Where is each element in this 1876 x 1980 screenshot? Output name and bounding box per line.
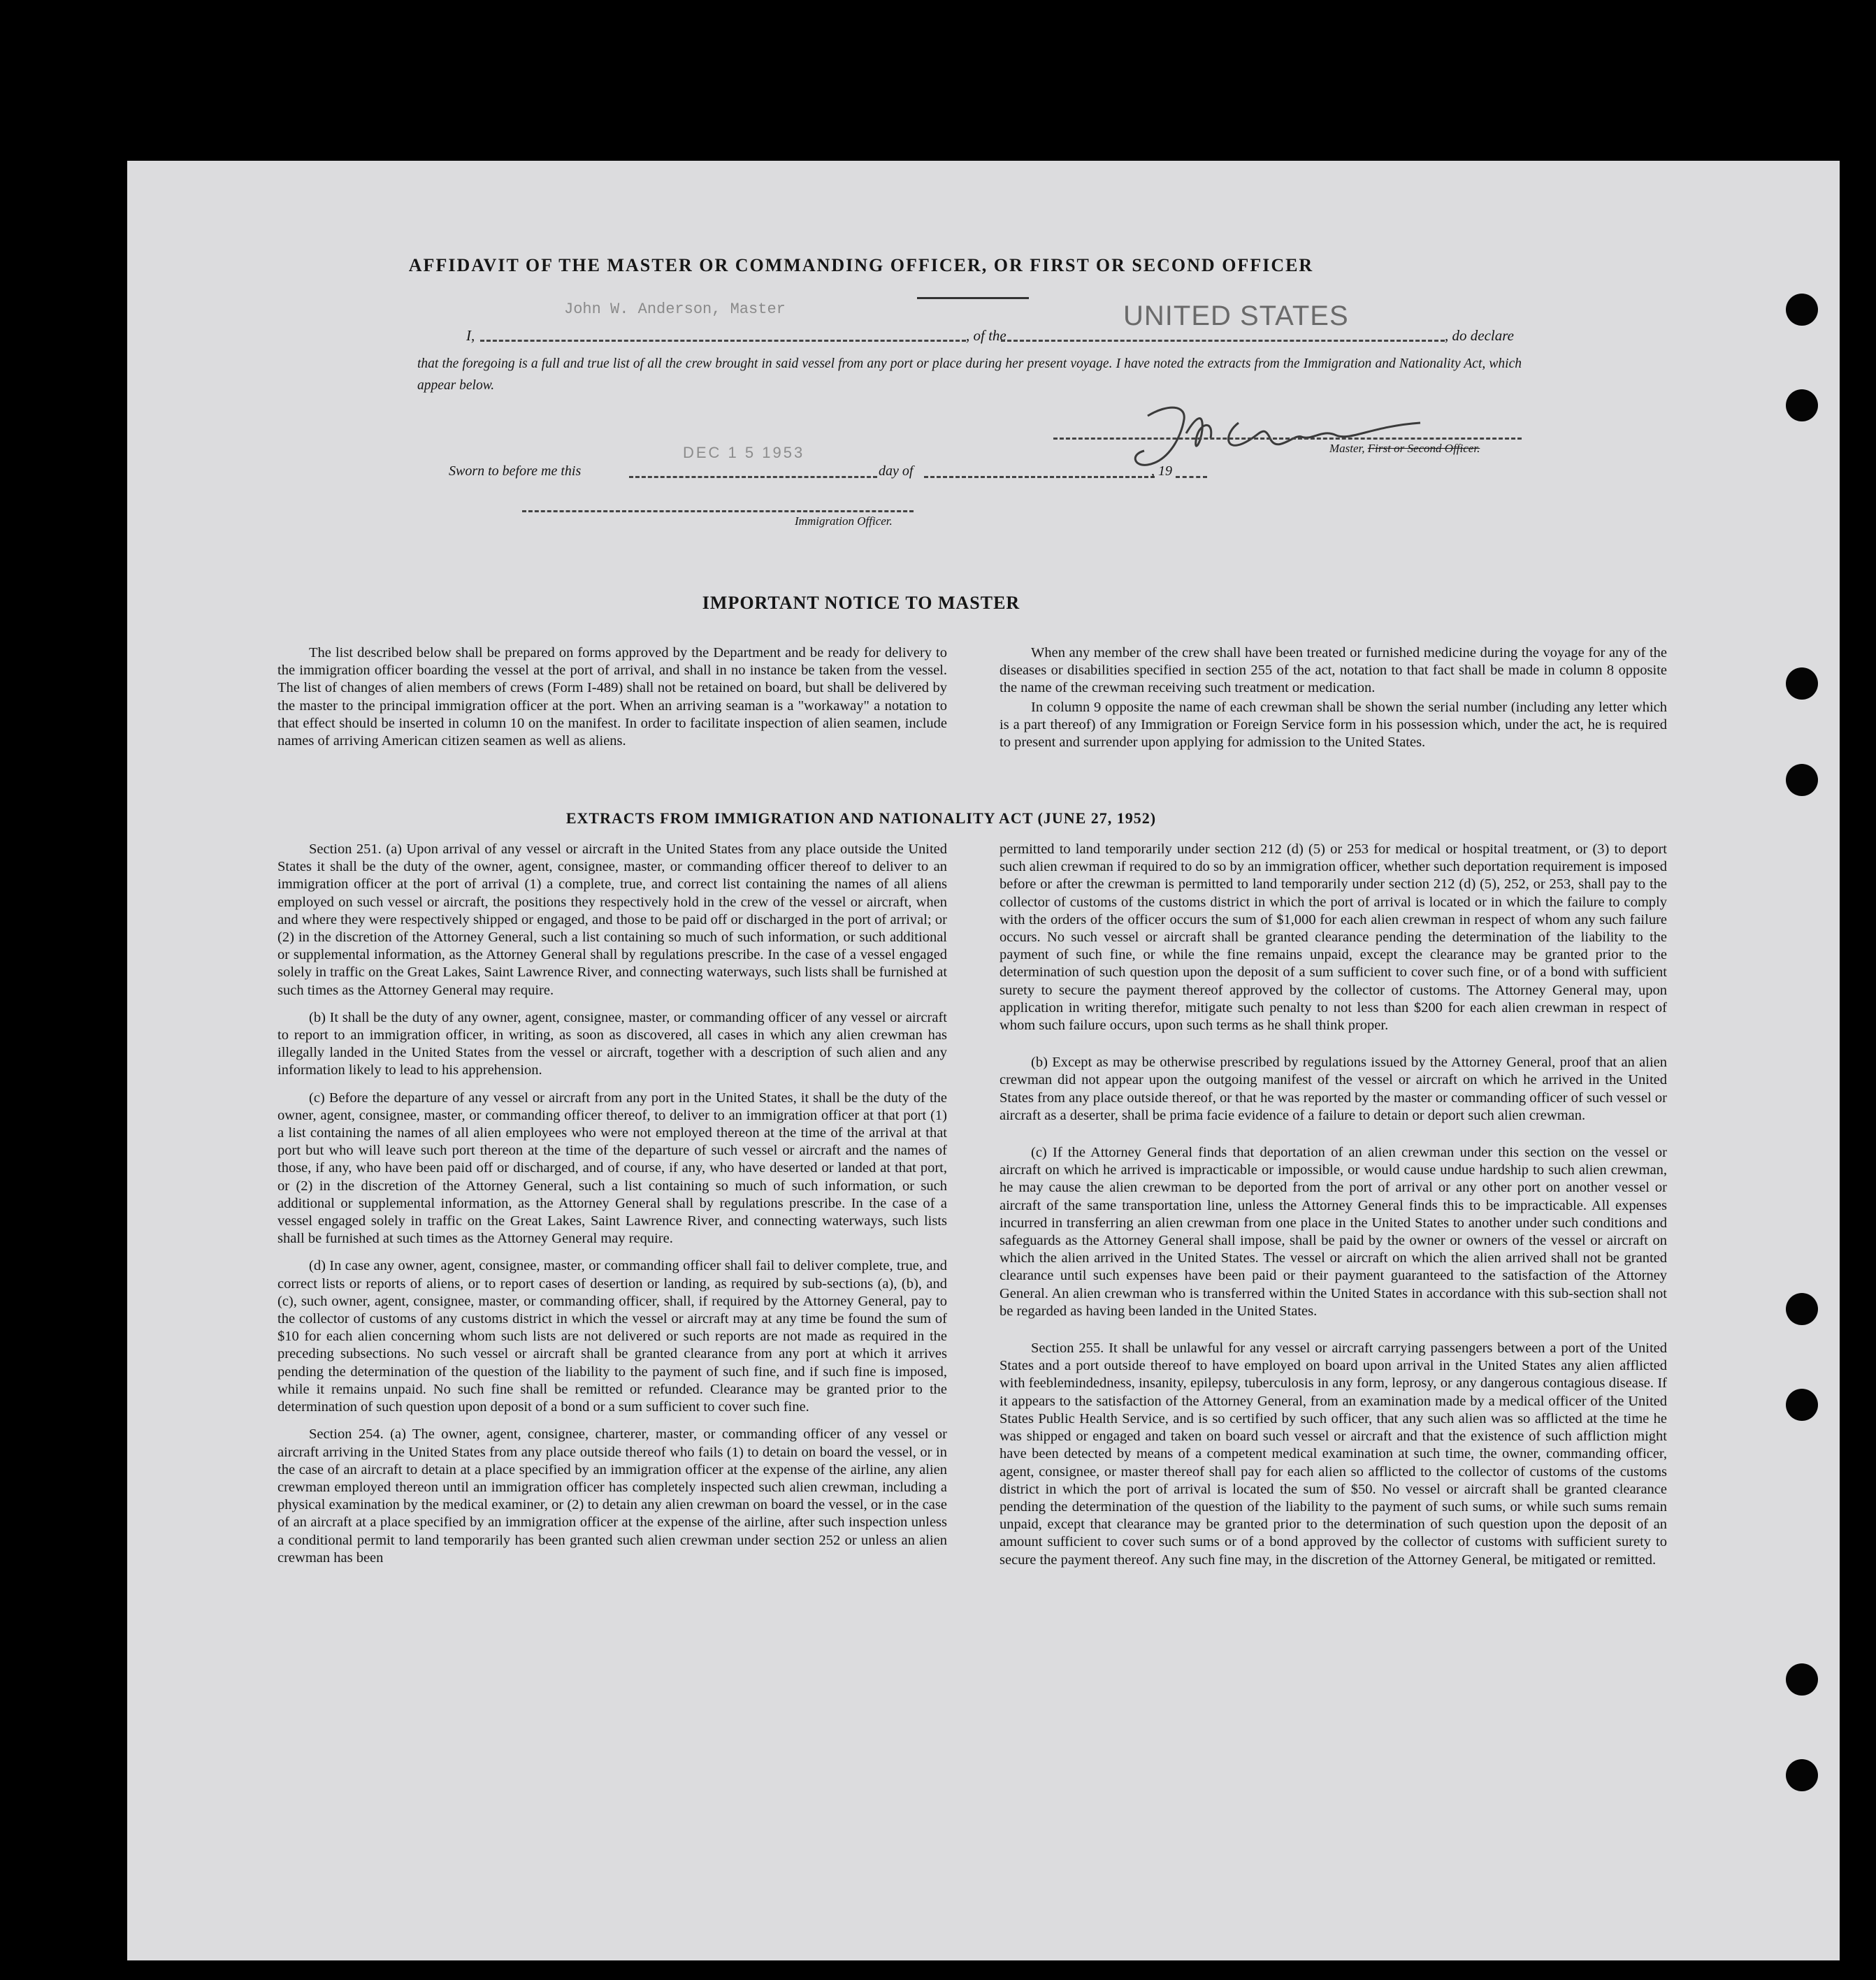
sworn-label: Sworn to before me this <box>449 463 582 479</box>
signature-caption <box>1329 442 1480 456</box>
vessel-name-line <box>1001 340 1445 342</box>
notice-title: IMPORTANT NOTICE TO MASTER <box>702 593 1020 613</box>
immigration-officer-label: Immigration Officer. <box>795 514 893 528</box>
declaration-text: that the foregoing is a full and true list of all the crew brought in said vessel from any port or place during her present voyage. I have noted the extracts from the Immigration and Nationality Act, which appear below. <box>417 356 1522 393</box>
title-rule <box>917 297 1029 299</box>
day-of-label: day of <box>879 463 914 479</box>
punch-hole <box>1786 294 1818 326</box>
notice-right-paragraph-2: In column 9 opposite the name of each crewman shall be shown the serial number (including any letter which is a part thereof) of any Immigration or Foreign Service form in his possession which, under the act, he is required to present and surrender upon applying for admission to the United States. <box>1000 699 1667 751</box>
year-label: , 19 <box>1151 463 1172 479</box>
sworn-month-line <box>924 476 1155 478</box>
section-255: Section 255. It shall be unlawful for any vessel or aircraft carrying passengers between a port of the United States and a port outside thereof to have employed on board upon arrival in the United States any alien afflicted with feeblemindedness, insanity, epilepsy, tuberculosis in any form, leprosy, or any dangerous contagious disease. If it appears to the satisfaction of the Attorney General, from an examination made by a medical officer of the United States Public Health Service, and is so certified by such officer, that any such alien was so afflicted at the time he was shipped or engaged and taken on board such vessel or aircraft and that the existence of such affliction might have been detected by means of a competent medical examination at such time, the owner, commanding officer, agent, consignee, or master thereof shall pay for each alien so afflicted to the collector of customs of the customs district in which the port of arrival is located the sum of $50. No vessel or aircraft shall be granted clearance pending the determination of the question of the liability to the payment of such sums, or while such sums remain unpaid, except that clearance may be granted prior to the determination of such question upon the deposit of an amount sufficient to cover such sums or of a bond approved by the collector of customs with sufficient surety to secure the payment thereof. Any such fine may, in the discretion of the Attorney General, be mitigated or remitted. <box>1000 1341 1667 1568</box>
master-name-line <box>480 340 966 342</box>
i-label: I, <box>466 327 475 344</box>
date-stamp: DEC 1 5 1953 <box>683 444 805 461</box>
extracts-right-column <box>1000 841 1667 1579</box>
punch-hole <box>1786 764 1818 796</box>
do-declare-label: , do declare <box>1445 327 1514 344</box>
punch-hole <box>1786 389 1818 421</box>
vessel-name-stamp: UNITED STATES <box>1123 301 1349 331</box>
section-251-a: Section 251. (a) Upon arrival of any vessel or aircraft in the United States from any place outside the United States it shall be the duty of the owner, agent, consignee, master, or commanding officer thereof to deliver to an immigration officer at the port of arrival (1) a complete, true, and correct list containing the names of all aliens employed on such vessel or aircraft, the positions they respectively hold in the crew of the vessel or aircraft, when and where they were respectively shipped or engaged, and those to be paid off or discharged in the port of arrival; or (2) in the discretion of the Attorney General, such a list containing so much of such information, or such additional or supplemental information, as the Attorney General shall by regulations prescribe. In the case of a vessel engaged solely in traffic on the Great Lakes, Saint Lawrence River, and connecting waterways, such lists shall be furnished at such times as the Attorney General may require. <box>277 841 948 998</box>
caption-master: Master, <box>1329 442 1365 455</box>
punch-hole <box>1786 1759 1818 1791</box>
year-line <box>1176 476 1207 478</box>
typed-master-name: John W. Anderson, Master <box>564 301 786 318</box>
section-251-c: (c) Before the departure of any vessel or aircraft from any port in the United States, it shall be the duty of the owner, agent, consignee, master, or commanding officer thereof, to deliver to an immigration officer at that port (1) a list containing the names of all alien employees who were not employed thereon at the time of the arrival at that port but who will leave such port thereon at the time of the departure of such vessel or aircraft and the names of those, if any, who have been paid off or discharged, and of course, if any, who have deserted or landed at that port, or (2) in the discretion of the Attorney General, such a list containing so much of such information, or such additional or supplemental information, as the Attorney General shall by regulations prescribe. In the case of a vessel engaged solely in traffic on the Great Lakes, Saint Lawrence River, and connecting waterways, such lists shall be furnished at such times as the Attorney General may require. <box>277 1090 947 1247</box>
section-254-a-continued: permitted to land temporarily under section 212 (d) (5) or 253 for medical or hospital treatment, or (3) to deport such alien crewman if required to do so by an immigration officer, whether such deportation requirement is imposed before or after the crewman is permitted to land temporarily under section 212 (d) (5), 252, or 253, shall pay to the collector of customs of the customs district in which the port of arrival is located or in which the failure to comply with the orders of the officer occurs the sum of $1,000 for each alien crewman in respect of whom any such failure occurs. No such vessel or aircraft shall be granted clearance pending the determination of the liability to the payment of such fine, or while the fine remains unpaid, except the clearance may be granted prior to the determination of such question upon the deposit of a sum sufficient to cover such fine, or of a bond with sufficient surety to secure the payment thereof approved by the collector of customs. The Attorney General may, upon application in writing therefor, mitigate such penalty to not less than $200 for each alien crewman in respect of whom such failure occurs, upon such terms as he shall think proper. <box>1000 841 1667 1034</box>
of-the-label: , of the <box>966 327 1006 344</box>
affidavit-title: AFFIDAVIT OF THE MASTER OR COMMANDING OFFICER, OR FIRST OR SECOND OFFICER <box>408 255 1314 275</box>
punch-hole <box>1786 1389 1818 1421</box>
punch-hole <box>1786 1663 1818 1696</box>
section-254-c: (c) If the Attorney General finds that deportation of an alien crewman under this section on the vessel or aircraft on which he arrived is impracticable or impossible, or would cause undue hardship to such alien crewman, he may cause the alien crewman to be deported from the port of arrival or any other port on another vessel or aircraft of the same transportation line, unless the Attorney General finds this to be impracticable. All expenses incurred in transferring an alien crewman from one place in the United States to another under such conditions and safeguards as the Attorney General shall impose, shall be paid by the owner or owners of the vessel or aircraft on which the alien arrived in the United States. The vessel or aircraft on which the alien arrived shall not be granted clearance until such expenses have been paid or their payment guaranteed to the satisfaction of the Attorney General. An alien crewman who is transferred within the United States in accordance with this sub-section shall not be regarded as having been landed in the United States. <box>1000 1145 1667 1319</box>
notice-right-paragraph-1: When any member of the crew shall have been treated or furnished medicine during the voyage for any of the diseases or disabilities specified in section 255 of the act, notation to that fact shall be made in column 8 opposite the name of the crewman receiving such treatment or medication. <box>1000 645 1667 696</box>
notice-right-column <box>1000 644 1667 761</box>
section-254-a: Section 254. (a) The owner, agent, consignee, charterer, master, or commanding officer of any vessel or aircraft arriving in the United States from any place outside thereof who fails (1) to detain on board the vessel, or in the case of an aircraft to detain at a place specified by an immigration officer at the expense of the airline, any alien crewman employed thereon until an immigration officer has completely inspected such alien crewman, including a physical examination by the medical examiner, or (2) to detain any alien crewman on board the vessel, or in the case of an aircraft at a place specified by an immigration officer at the expense of the airline, after such inspection unless a conditional permit to land temporarily has been granted such alien crewman under section 252 or unless an alien crewman has been <box>277 1426 947 1566</box>
sworn-day-line <box>629 476 877 478</box>
document-page <box>127 161 1840 1960</box>
immigration-officer-line <box>522 510 914 512</box>
punch-hole <box>1786 1293 1818 1325</box>
section-254-b: (b) Except as may be otherwise prescribed by regulations issued by the Attorney General, proof that an alien crewman did not appear upon the outgoing manifest of the vessel or aircraft on which he arrived in the United States from any place outside thereof, or that he was reported by the master or commanding officer of such vessel or aircraft as a deserter, shall be prima facie evidence of a failure to detain or deport such alien crewman. <box>1000 1055 1667 1123</box>
caption-struck-officer: First or Second Officer. <box>1367 442 1480 455</box>
punch-hole <box>1786 667 1818 700</box>
extracts-left-column <box>277 841 947 1577</box>
signature-line <box>1053 438 1522 440</box>
section-251-b: (b) It shall be the duty of any owner, agent, consignee, master, or commanding officer of any vessel or aircraft to report to an immigration officer, in writing, as soon as discovered, all cases in which any alien crewman has illegally landed in the United States from the vessel or aircraft, together with a description of such alien and any information likely to lead to his apprehension. <box>277 1009 947 1078</box>
master-signature <box>1120 395 1427 472</box>
notice-left-column <box>277 644 947 760</box>
extracts-title: EXTRACTS FROM IMMIGRATION AND NATIONALITY ACT (JUNE 27, 1952) <box>565 809 1157 827</box>
notice-left-paragraph: The list described below shall be prepared on forms approved by the Department and be ready for delivery to the immigration officer boarding the vessel at the port of arrival, and shall in no instance be taken from the vessel. The list of changes of alien members of crews (Form I-489) shall not be retained on board, but shall be delivered by the master to the principal immigration officer at the port. When an arriving seaman is a "workaway" a notation to that effect should be inserted in column 10 on the manifest. In order to facilitate inspection of alien seamen, include names of arriving American citizen seamen as well as aliens. <box>277 645 947 749</box>
section-251-d: (d) In case any owner, agent, consignee, master, or commanding officer shall fail to deliver complete, true, and correct lists or reports of aliens, or to report cases of desertion or landing, as required by sub-sections (a), (b), and (c), such owner, agent, consignee, master, or commanding officer, shall, if required by the Attorney General, pay to the collector of customs of any customs district in which the vessel or aircraft may at any time be found the sum of $10 for each alien concerning whom such lists are not delivered or such reports are not made as required in the preceding subsections. No such vessel or aircraft shall be granted clearance from any port at which it arrives pending the determination of the question of the liability to the payment of such fine, and if such fine is imposed, while it remains unpaid. No such fine shall be remitted or refunded. Clearance may be granted prior to the determination of such question upon deposit of a bond or a sum sufficient to cover such fine. <box>277 1258 947 1415</box>
